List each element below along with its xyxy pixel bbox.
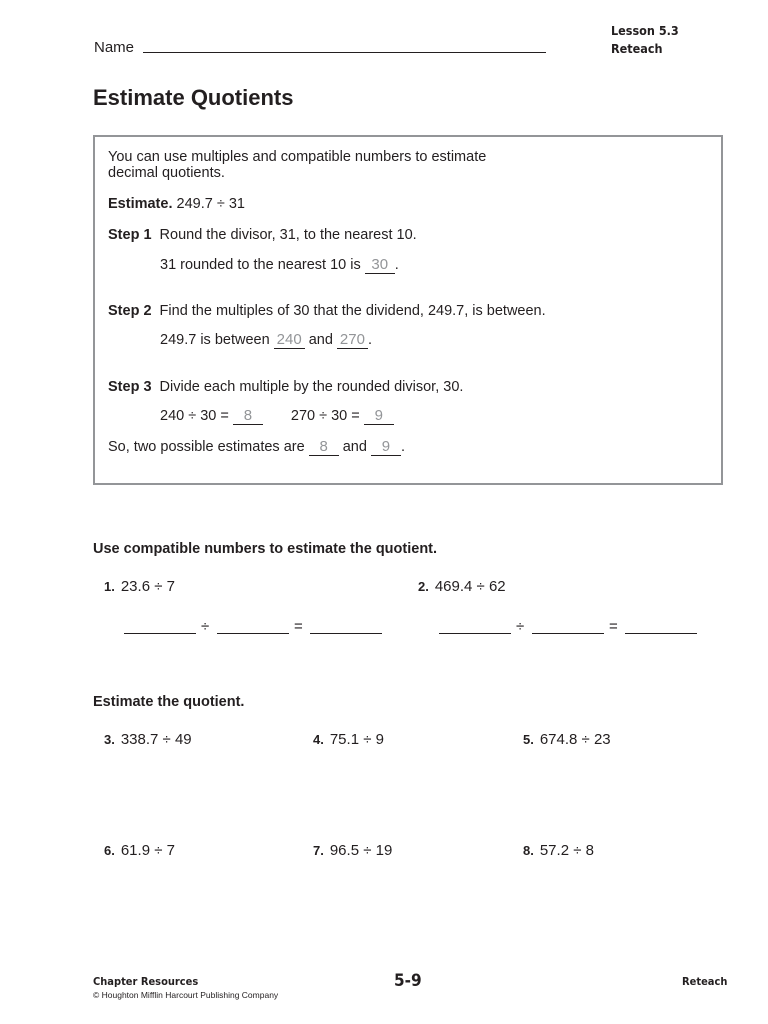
problem-expression: 75.1 ÷ 9: [329, 731, 384, 748]
problem-number: 2.: [418, 579, 429, 594]
example-box: [93, 135, 723, 485]
step1-text: Round the divisor, 31, to the nearest 10.: [159, 227, 417, 243]
lesson-type: Reteach: [611, 41, 663, 56]
divide-sign: ÷: [516, 618, 525, 635]
name-label: Name: [94, 39, 135, 56]
step2-answer-2: 270: [337, 332, 368, 349]
problem-expression: 96.5 ÷ 19: [329, 842, 393, 859]
answer-blank[interactable]: [310, 632, 382, 634]
problem-number: 3.: [104, 732, 115, 747]
conclusion-and: and: [342, 439, 367, 455]
conclusion-answer-2: 9: [371, 439, 401, 456]
problem-expression: 674.8 ÷ 23: [539, 731, 611, 748]
step2-row: [108, 303, 546, 320]
step3-row: [108, 379, 463, 396]
problem-1: [104, 578, 175, 595]
step3-sub-row: [160, 408, 394, 425]
page-title: Estimate Quotients: [93, 85, 294, 110]
problem-number: 4.: [313, 732, 324, 747]
footer-chapter-resources: Chapter Resources: [93, 975, 199, 988]
answer-blank[interactable]: [532, 632, 604, 634]
equals-sign: =: [294, 618, 303, 635]
lesson-number: Lesson 5.3: [611, 23, 679, 38]
step3-expression-2: 270 ÷ 30 =: [290, 408, 360, 424]
problem-expression: 338.7 ÷ 49: [120, 731, 192, 748]
footer-reteach: Reteach: [682, 975, 728, 988]
problem-expression: 57.2 ÷ 8: [539, 842, 594, 859]
estimate-expression: 249.7 ÷ 31: [176, 196, 245, 212]
step1-period: .: [394, 257, 399, 273]
problem-2: [418, 578, 506, 595]
step2-answer-1: 240: [274, 332, 305, 349]
problem-number: 7.: [313, 843, 324, 858]
lesson-header: [611, 22, 679, 58]
problem-number: 1.: [104, 579, 115, 594]
problem-8: [523, 842, 594, 859]
name-field[interactable]: [143, 52, 546, 53]
problem-expression: 469.4 ÷ 62: [434, 578, 506, 595]
answer-blank[interactable]: [439, 632, 511, 634]
step1-sub-text: 31 rounded to the nearest 10 is: [160, 257, 361, 273]
problem-number: 8.: [523, 843, 534, 858]
step3-answer-1: 8: [233, 408, 263, 425]
problem-3: [104, 731, 192, 748]
step2-text: Find the multiples of 30 that the dividend, 249.7, is between.: [159, 303, 546, 319]
conclusion-answer-1: 8: [309, 439, 339, 456]
intro-line-2: decimal quotients.: [108, 165, 225, 181]
step2-sub-text: 249.7 is between: [160, 332, 270, 348]
divide-sign: ÷: [201, 618, 210, 635]
step3-label: Step 3: [108, 379, 152, 395]
answer-blank[interactable]: [217, 632, 289, 634]
equals-sign: =: [609, 618, 618, 635]
step1-label: Step 1: [108, 227, 152, 243]
problem-5: [523, 731, 611, 748]
problem-expression: 23.6 ÷ 7: [120, 578, 175, 595]
problem-4: [313, 731, 384, 748]
footer-copyright: © Houghton Mifflin Harcourt Publishing Company: [93, 990, 279, 1000]
step1-sub-row: [160, 257, 399, 274]
problem-number: 6.: [104, 843, 115, 858]
problem-expression: 61.9 ÷ 7: [120, 842, 175, 859]
estimate-label: Estimate.: [108, 196, 173, 212]
estimate-row: [108, 196, 245, 213]
step3-answer-2: 9: [364, 408, 394, 425]
answer-blank[interactable]: [625, 632, 697, 634]
step3-expression-1: 240 ÷ 30 =: [160, 408, 229, 424]
section2-heading: Estimate the quotient.: [93, 694, 245, 710]
step2-and: and: [308, 332, 333, 348]
page-number: 5-9: [394, 971, 422, 991]
conclusion-text: So, two possible estimates are: [108, 439, 305, 455]
intro-line-1: You can use multiples and compatible numbers to estimate: [108, 149, 487, 165]
answer-blank[interactable]: [124, 632, 196, 634]
problem-number: 5.: [523, 732, 534, 747]
conclusion-period: .: [400, 439, 405, 455]
conclusion-row: [108, 439, 405, 456]
step2-sub-row: [160, 332, 372, 349]
step2-period: .: [367, 332, 372, 348]
section1-heading: Use compatible numbers to estimate the quotient.: [93, 541, 438, 557]
problem-6: [104, 842, 175, 859]
step1-row: [108, 227, 417, 244]
step3-text: Divide each multiple by the rounded divisor, 30.: [159, 379, 464, 395]
step2-label: Step 2: [108, 303, 152, 319]
problem-7: [313, 842, 392, 859]
step1-answer: 30: [365, 257, 395, 274]
